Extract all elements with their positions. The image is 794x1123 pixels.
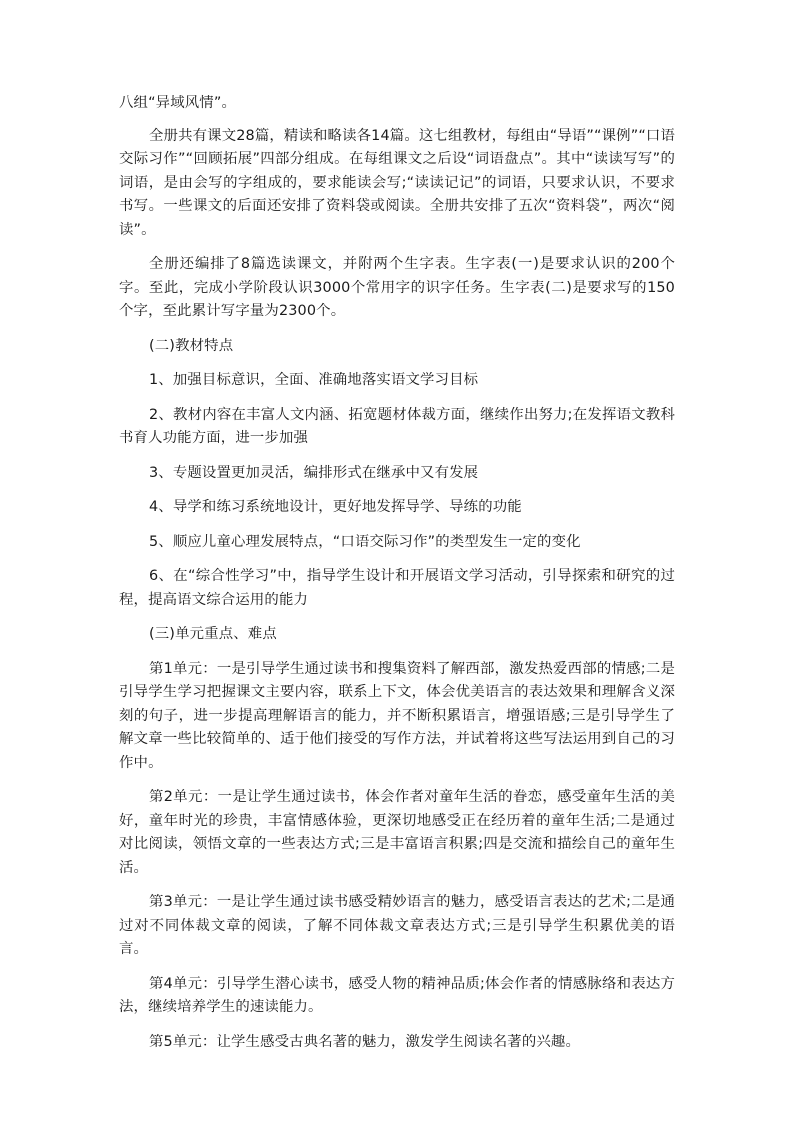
list-item-feature-4: 4、导学和练习系统地设计，更好地发挥导学、导练的功能 (149, 499, 522, 515)
list-item-feature-6: 6、在“综合性学习”中，指导学生设计和开展语文学习活动，引导探索和研究的过程，提高语文综合运用的能力 (119, 568, 675, 608)
paragraph-unit-1: 第1单元：一是引导学生通过读书和搜集资料了解西部，激发热爱西部的情感;二是引导学生学习把握课文主要内容，联系上下文，体会优美语言的表达效果和理解含义深刻的句子，进一步提高理解语言的能力，并不断积累语言，增强语感;三是引导学生了解文章一些比较简单的、适于他们接受的写作方法，并试着将这些写法运用到自己的习作中。 (119, 660, 675, 771)
paragraph-textbook-overview: 全册共有课文28篇，精读和略读各14篇。这七组教材，每组由“导语”“课例”“口语交际习作”“回顾拓展”四部分组成。在每组课文之后设“词语盘点”。其中“读读写写”的词语，是由会写的字组成的，要求能读会写;“读读记记”的词语，只要求认识，不要求书写。一些课文的后面还安排了资料袋或阅读。全册共安排了五次“资料袋”，两次“阅读”。 (119, 127, 676, 238)
document-page (119, 92, 675, 1054)
paragraph-unit-3: 第3单元：一是让学生通过读书感受精妙语言的魅力，感受语言表达的艺术;二是通过对不同体裁文章的阅读，了解不同体裁文章表达方式;三是引导学生积累优美的语言。 (119, 894, 675, 957)
list-item-feature-1: 1、加强目标意识，全面、准确地落实语文学习目标 (149, 372, 479, 388)
paragraph-optional-lessons: 全册还编排了8篇选读课文，并附两个生字表。生字表(一)是要求认识的200个字。至此，完成小学阶段认识3000个常用字的识字任务。生字表(二)是要求写的150个字，至此累计写字量为2300个。 (119, 256, 675, 319)
paragraph-unit-2: 第2单元：一是让学生通过读书，体会作者对童年生活的眷恋，感受童年生活的美好，童年时光的珍贵，丰富情感体验，更深切地感受正在经历着的童年生活;二是通过对比阅读，领悟文章的一些表达方式;三是丰富语言积累;四是交流和描绘自己的童年生活。 (119, 789, 675, 876)
section-heading-unit-focus: (三)单元重点、难点 (149, 626, 277, 642)
paragraph-unit-4: 第4单元：引导学生潜心读书，感受人物的精神品质;体会作者的情感脉络和表达方法，继续培养学生的速读能力。 (119, 975, 675, 1015)
section-heading-features: (二)教材特点 (149, 337, 234, 354)
list-item-feature-2: 2、教材内容在丰富人文内涵、拓宽题材体裁方面，继续作出努力;在发挥语文教科书育人功能方面，进一步加强 (119, 406, 675, 446)
paragraph-unit-5: 第5单元：让学生感受古典名著的魅力，激发学生阅读名著的兴趣。 (149, 1033, 580, 1050)
list-item-feature-5: 5、顺应儿童心理发展特点，“口语交际习作”的类型发生一定的变化 (149, 533, 581, 550)
list-item-feature-3: 3、专题设置更加灵活，编排形式在继承中又有发展 (149, 464, 479, 481)
paragraph-continuation: 八组“异域风情”。 (119, 95, 236, 111)
